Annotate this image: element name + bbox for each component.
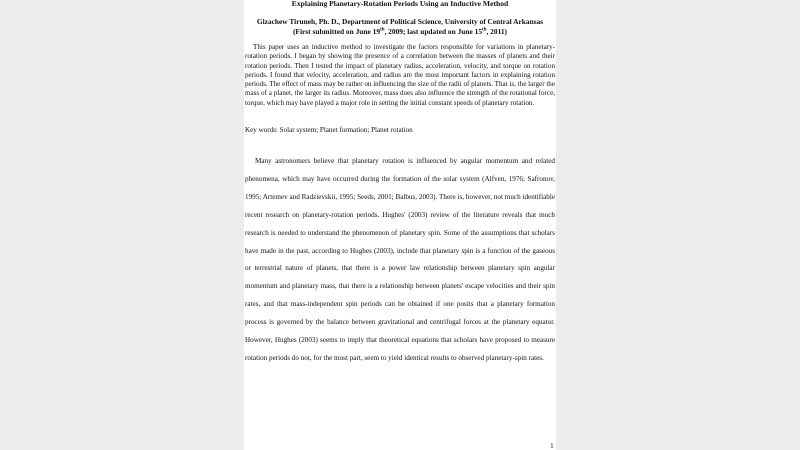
author-line: Gizachew Tiruneh, Ph. D., Department of Political Science, University of Central Arkansas [256, 17, 544, 26]
submission-prefix: (First submitted on June 19 [292, 27, 381, 36]
paper-page [244, 0, 556, 450]
paper-title: Explaining Planetary-Rotation Periods Using an Inductive Method [291, 0, 509, 8]
ordinal-suffix-2: th [482, 27, 487, 33]
submission-dates [244, 27, 556, 37]
introduction-paragraph: Many astronomers believe that planetary rotation is influenced by angular momentum and related phenomena, which may have occurred during the formation of the solar system (Alfven, 1976; Safronov, 1995; Artemev and Radzievskii, 1995; Seeds, 2001; Balbus, 2003). There is, however, not much identifiable recent research on planetary-rotation periods. Hughes' (2003) review of the literature reveals that much research is needed to understand the phenomenon of planetary spin. Some of the assumptions that scholars have made in the past, according to Hughes (2003), include that planetary spin is a function of the gaseous or terrestrial nature of planets, that there is a power law relationship between planetary spin angular momentum and planetary mass, that there is a relationship between planets' escape velocities and their spin rates, and that mass-independent spin periods can be obtained if one posits that a planetary formation process is governed by the balance between gravitational and centrifugal forces at the planetary equator. However, Hughes (2003) seems to imply that theoretical equations that scholars have proposed to measure rotation periods do not, for the most part, seem to yield identical results to observed planetary-spin rates. [245, 157, 555, 362]
page-number: 1 [550, 441, 554, 450]
submission-suffix: , 2011) [486, 27, 508, 36]
abstract-paragraph: This paper uses an inductive method to investigate the factors responsible for variations in planetary-rotation periods. I began by showing the presence of a correlation between the masses of planets and their rotation periods. Then I tested the impact of planetary radius, acceleration, velocity, and torque on rotation periods. I found that velocity, acceleration, and radius are the most important factors in explaining rotation periods. The effect of mass may be rather on influencing the size of the radii of planets. That is, the larger the mass of a planet, the larger its radius. Moreover, mass does also influence the strength of the rotational force, torque, which may have played a major role in setting the initial constant speeds of planetary rotation. [245, 43, 555, 107]
keywords-line: Key words: Solar system; Planet formation; Planet rotation [245, 126, 413, 134]
submission-middle: , 2009; last updated on June 15 [384, 27, 483, 36]
ordinal-suffix-1: th [380, 27, 385, 33]
author-block [244, 17, 556, 37]
